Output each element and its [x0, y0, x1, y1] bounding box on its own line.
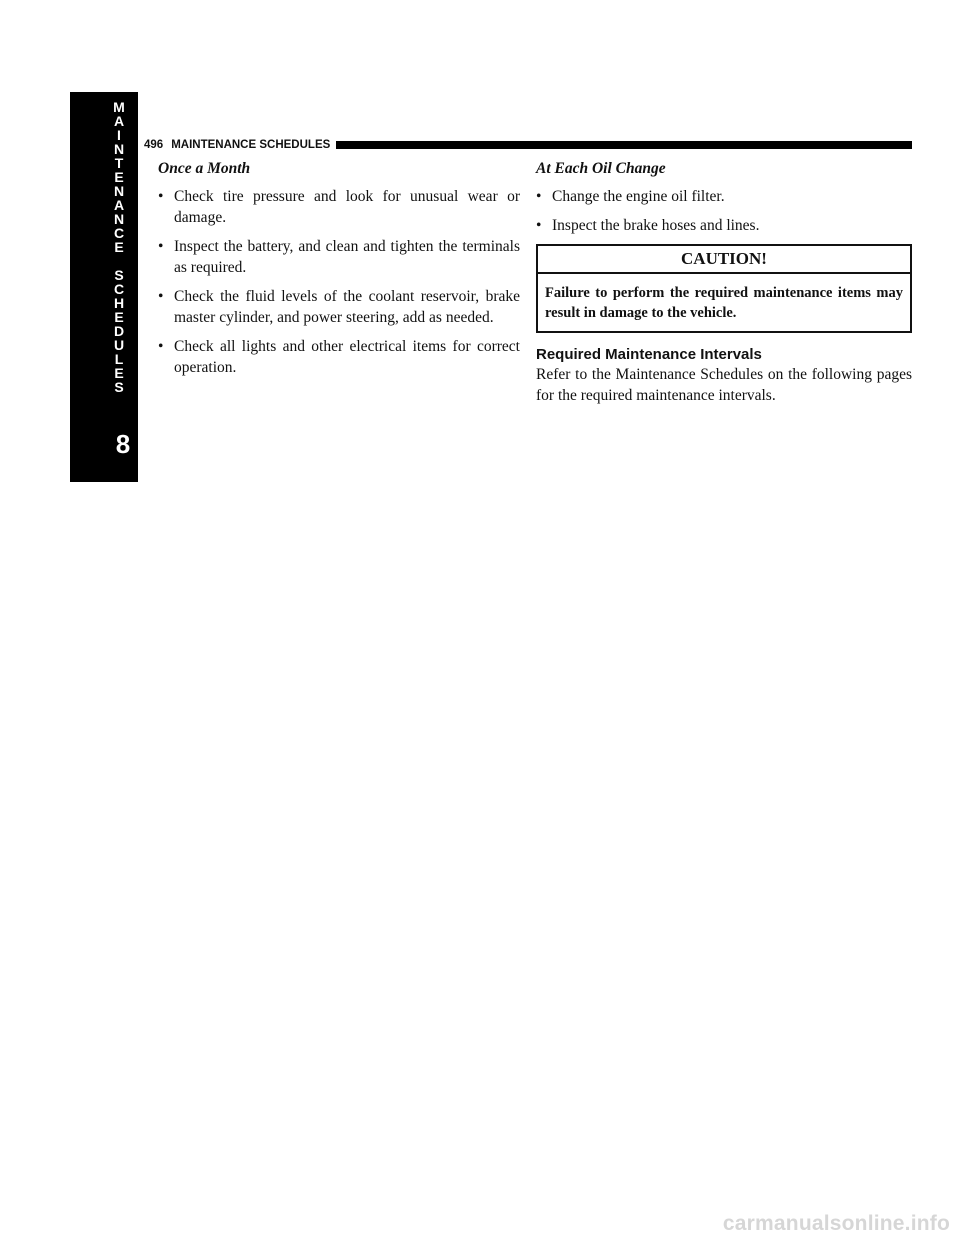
maintenance-intervals-heading: Required Maintenance Intervals [536, 346, 762, 363]
page-number: 496 [144, 139, 164, 151]
tab-letter: N [113, 141, 125, 157]
oil-change-checklist [536, 186, 912, 236]
bullet-icon: • [158, 188, 164, 205]
left-column [158, 158, 520, 386]
list-item [158, 286, 520, 328]
bullet-icon: • [158, 338, 164, 355]
list-item [158, 236, 520, 278]
chapter-tab-letters [112, 100, 126, 394]
tab-letter: N [113, 211, 125, 227]
chapter-number: 8 [115, 429, 131, 459]
tab-letter: U [113, 337, 125, 353]
right-column [536, 158, 912, 406]
tab-letter: A [113, 197, 125, 213]
running-header [144, 138, 912, 152]
list-item-text: Change the engine oil filter. [552, 188, 725, 205]
tab-letter: E [114, 365, 124, 381]
tab-letter: C [113, 225, 125, 241]
section-title: MAINTENANCE SCHEDULES [171, 139, 331, 151]
caution-text: Failure to perform the required maintenance items may result in damage to the vehicle. [545, 285, 903, 321]
once-a-month-heading: Once a Month [158, 160, 251, 177]
header-rule [336, 141, 912, 149]
tab-letter: S [114, 267, 124, 283]
list-item [536, 215, 912, 236]
tab-letter: E [114, 239, 124, 255]
chapter-tab [70, 92, 138, 482]
monthly-checklist [158, 186, 520, 378]
bullet-icon: • [536, 188, 542, 205]
watermark: carmanualsonline.info [722, 1212, 950, 1235]
list-item-text: Check all lights and other electrical items for correct operation. [174, 338, 520, 376]
tab-letter: E [114, 169, 124, 185]
list-item [536, 186, 912, 207]
tab-letter: D [113, 323, 125, 339]
tab-letter: E [114, 309, 124, 325]
tab-letter: H [113, 295, 125, 311]
bullet-icon: • [158, 288, 164, 305]
list-item-text: Check tire pressure and look for unusual wear or damage. [174, 188, 520, 226]
tab-letter: S [114, 379, 124, 395]
bullet-icon: • [158, 238, 164, 255]
list-item-text: Inspect the brake hoses and lines. [552, 217, 760, 234]
caution-title: CAUTION! [538, 246, 910, 274]
list-item-text: Inspect the battery, and clean and tighten the terminals as required. [174, 238, 520, 276]
tab-letter: N [113, 183, 125, 199]
oil-change-heading: At Each Oil Change [536, 160, 666, 177]
tab-letter: C [113, 281, 125, 297]
maintenance-intervals-text: Refer to the Maintenance Schedules on the following pages for the required maintenance intervals. [536, 366, 912, 404]
tab-letter: M [113, 99, 125, 115]
list-item-text: Check the fluid levels of the coolant reservoir, brake master cylinder, and power steering, add as needed. [174, 288, 520, 326]
tab-letter: I [117, 127, 121, 143]
list-item [158, 186, 520, 228]
tab-letter: L [114, 351, 124, 367]
caution-box [536, 244, 912, 333]
list-item [158, 336, 520, 378]
tab-letter: T [114, 155, 124, 171]
tab-letter [112, 254, 126, 268]
tab-letter: A [113, 113, 125, 129]
bullet-icon: • [536, 217, 542, 234]
